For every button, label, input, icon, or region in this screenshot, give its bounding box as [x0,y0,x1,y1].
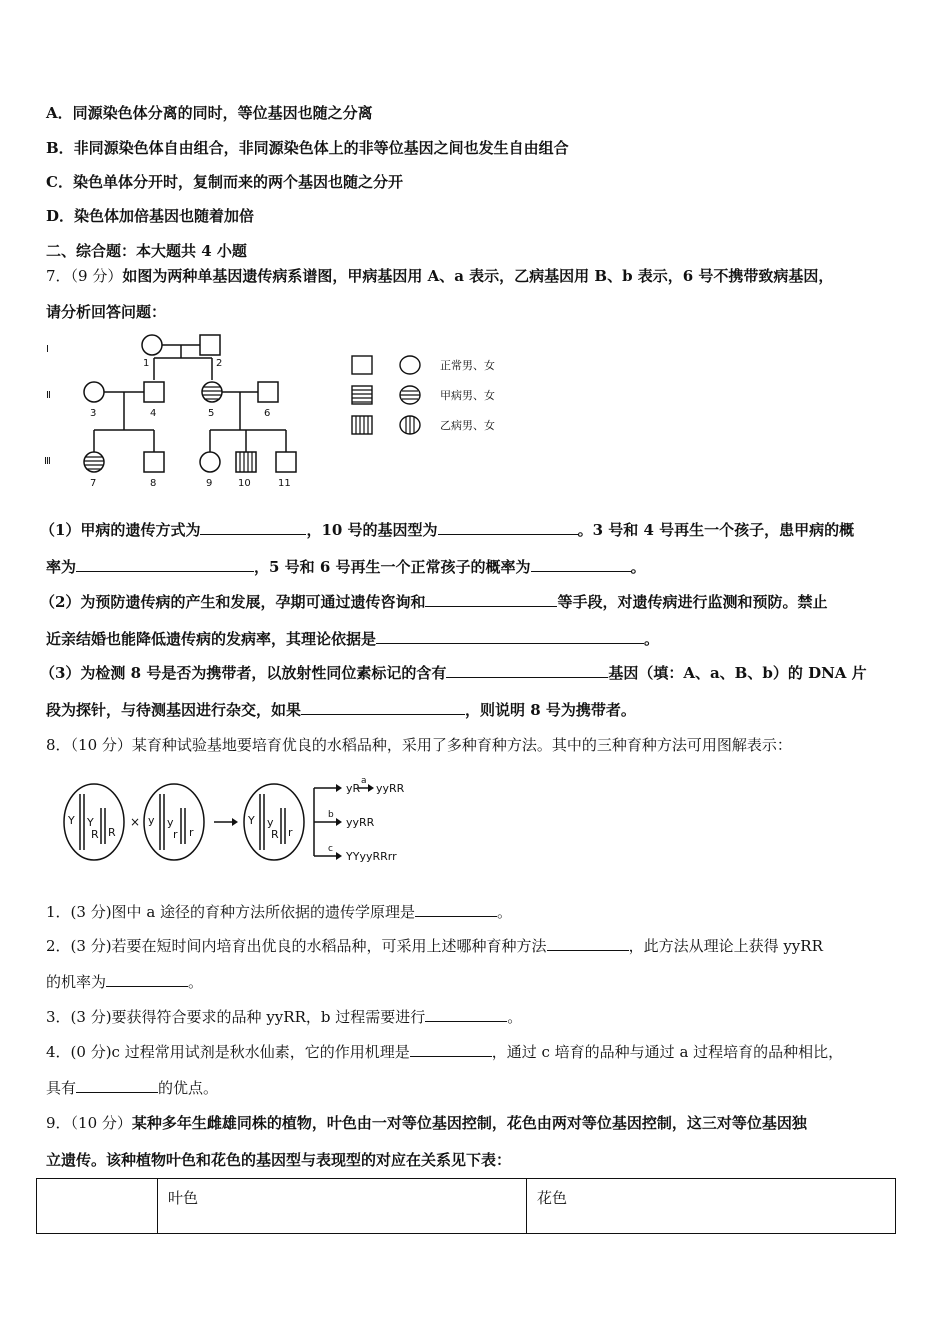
q9-stem-2: 立遗传。该种植物叶色和花色的基因型与表现型的对应在关系见下表： [46,1151,512,1169]
blank-fast-method[interactable] [547,936,629,951]
path-a-label: a [361,776,367,786]
q8-sub4-line2: 具有 的优点。 [46,1079,219,1097]
f1-gene-3: R [271,828,279,841]
blank-hybridization-result[interactable] [301,700,465,715]
blank-theory-basis[interactable] [376,629,644,644]
q7-stem-1: 如图为两种单基因遗传病系谱图，甲病基因用 A、a 表示，乙病基因用 B、b 表示，6 号不携带致病基因， [122,267,834,285]
q8-sub1: 1．(3 分)图中 a 途径的育种方法所依据的遗传学原理是 。 [46,903,513,921]
parent-1-gene-3: R [91,828,99,841]
blank-yyrr-probability[interactable] [106,972,188,987]
path-b-result: yyRR [346,816,375,829]
parent-2-gene-1: y [148,814,155,827]
generation-1-label: Ⅰ [46,344,49,355]
blank-probe-gene[interactable] [446,663,608,678]
individual-label-9: 9 [206,478,213,489]
individual-label-4: 4 [150,408,157,419]
legend-b-label: 乙病男、女 [440,419,495,432]
genotype-phenotype-table [36,1178,896,1234]
individual-label-3: 3 [90,408,97,419]
q9-stem-1: 某种多年生雌雄同株的植物，叶色由一对等位基因控制，花色由两对等位基因控制，这三对等位基因独 [131,1114,807,1132]
section-heading: 二、综合题：本大题共 4 小题 [46,242,247,260]
individual-label-6: 6 [264,408,271,419]
individual-label-5: 5 [208,408,215,419]
blank-principle-a[interactable] [415,902,497,917]
table-header-flower-color: 花色 [527,1179,896,1234]
q8-sub2-line2: 的机率为 。 [46,973,204,991]
parent-1-gene-2: Y [87,816,94,829]
q7-part2-line1: （2）为预防遗传病的产生和发展，孕期可通过遗传咨询和 等手段，对遗传病进行监测和预防。禁止 [40,593,828,611]
individual-10-male-affected-b [236,452,256,472]
f1-gene-2: y [267,816,274,829]
blank-process-b[interactable] [425,1007,507,1022]
q7-part1-line1: （1）甲病的遗传方式为 ，10 号的基因型为 。3 号和 4 号再生一个孩子，患甲病的概 [40,521,855,539]
blank-probability-disease-a[interactable] [76,557,254,572]
blank-probability-normal[interactable] [531,557,631,572]
legend-normal-female [400,356,420,374]
blank-inheritance-mode[interactable] [200,520,306,535]
parent-2-gene-2: y [167,816,174,829]
blank-genotype-10[interactable] [438,520,578,535]
q8-sub3: 3．(3 分)要获得符合要求的品种 yyRR，b 过程需要进行 。 [46,1008,523,1026]
legend-normal-male [352,356,372,374]
path-c-result: YYyyRRrr [346,850,397,863]
individual-8-male [144,452,164,472]
path-b-label: b [328,810,334,820]
parent-1-gene-4: R [108,826,116,839]
q7-part1-line2: 率为 ，5 号和 6 号再生一个正常孩子的概率为 。 [46,558,646,576]
individual-9-female [200,452,220,472]
pedigree-chart [40,330,312,490]
individual-label-10: 10 [238,478,251,489]
generation-2-label: Ⅱ [46,390,51,401]
individual-1-female [142,335,162,355]
individual-3-female [84,382,104,402]
option-c: C．染色单体分开时，复制而来的两个基因也随之分开 [46,173,403,191]
f1-gene-1: Y [248,814,255,827]
legend-normal-label: 正常男、女 [440,359,495,372]
individual-6-male [258,382,278,402]
individual-label-8: 8 [150,478,157,489]
parent-2-gene-3: r [173,828,178,841]
individual-11-male [276,452,296,472]
legend-b-male [352,416,372,434]
q9-number: 9．（10 分） [46,1114,132,1132]
blank-colchicine-mechanism[interactable] [410,1042,492,1057]
legend-a-male [352,386,372,404]
table-row [37,1179,896,1234]
individual-label-7: 7 [90,478,97,489]
generation-3-label: Ⅲ [44,456,51,467]
individual-label-11: 11 [278,478,291,489]
path-a-result: yyRR [376,782,405,795]
option-b: B．非同源染色体自由组合，非同源染色体上的非等位基因之间也发生自由组合 [46,139,569,157]
f1-gene-4: r [288,826,293,839]
table-header-leaf-color: 叶色 [158,1179,527,1234]
individual-label-2: 2 [216,358,223,369]
q8-sub4-line1: 4．(0 分)c 过程常用试剂是秋水仙素，它的作用机理是 ，通过 c 培育的品种与通过 a 过程培育的品种相比， [46,1043,844,1061]
option-d: D．染色体加倍基因也随着加倍 [46,207,255,225]
blank-advantage[interactable] [76,1078,158,1093]
q7-part3-line1: （3）为检测 8 号是否为携带者，以放射性同位素标记的含有 基因（填：A、a、B、b）的 DNA 片 [40,664,867,682]
path-c-label: c [328,844,333,854]
q7-number: 7．（9 分） [46,267,123,285]
breeding-diagram [58,772,428,868]
q8-stem: 8．（10 分）某育种试验基地要培育优良的水稻品种，采用了多种育种方法。其中的三种育种方法可用图解表示： [46,736,792,754]
legend-a-label: 甲病男、女 [440,389,495,402]
parent-2-gene-4: r [189,826,194,839]
blank-prenatal-method[interactable] [425,592,557,607]
parent-1-gene-1: Y [68,814,75,827]
q9-stem-line1 [46,1112,807,1133]
table-header-empty [37,1179,158,1234]
individual-2-male [200,335,220,355]
q7-part2-line2: 近亲结婚也能降低遗传病的发病率，其理论依据是 。 [46,630,660,648]
q7-stem-2: 请分析回答问题： [46,303,167,321]
path-a-start: yR [346,782,361,795]
q8-sub2-line1: 2．(3 分)若要在短时间内培育出优良的水稻品种，可采用上述哪种育种方法 ，此方法从理论上获得 yyRR [46,937,823,955]
q7-stem-line1 [46,265,833,286]
pedigree-legend [348,350,520,442]
option-a: A．同源染色体分离的同时，等位基因也随之分离 [46,104,373,122]
individual-4-male [144,382,164,402]
q7-part3-line2: 段为探针，与待测基因进行杂交，如果 ，则说明 8 号为携带者。 [46,701,636,719]
individual-label-1: 1 [143,358,150,369]
cross-symbol: × [130,815,141,829]
